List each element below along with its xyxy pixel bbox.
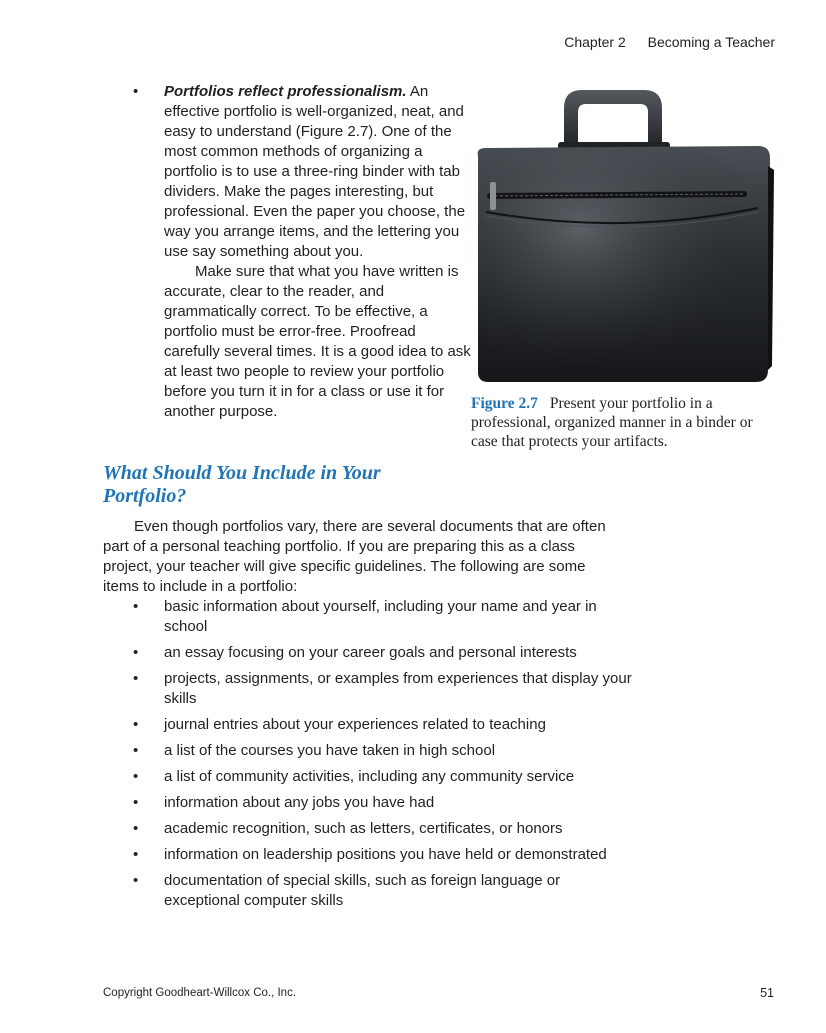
list-item	[133, 767, 633, 787]
bullet-marker: •	[133, 598, 139, 615]
list-item	[133, 597, 633, 637]
list-item	[133, 669, 633, 709]
bullet-marker: •	[133, 670, 139, 687]
list-item	[133, 643, 633, 663]
bullet-marker: •	[133, 794, 139, 811]
portfolio-items-list	[133, 597, 633, 917]
page-number: 51	[760, 986, 774, 1000]
list-item-text: information on leadership positions you have held or demonstrated	[164, 846, 607, 863]
list-item-text: documentation of special skills, such as foreign language or exceptional computer skills	[164, 872, 561, 909]
list-item-text: basic information about yourself, including your name and year in school	[164, 598, 597, 635]
list-item	[133, 819, 633, 839]
portfolio-case-image	[472, 86, 776, 386]
bullet-text-1: An effective portfolio is well-organized, neat, and easy to understand (Figure 2.7). One of the most common methods of organizing a portfolio is to use a three-ring binder with tab dividers. Make the pages interesting, but professional. Even the paper you choose, the way you arrange items, and the lettering you use say something about you.	[164, 83, 466, 260]
bullet-marker: •	[133, 742, 139, 759]
bullet-paragraph-2: Make sure that what you have written is accurate, clear to the reader, and grammatically correct. To be effective, a portfolio must be error-free. Proofread carefully several times. It is a good idea to ask at least two people to review your portfolio before you turn it in for a class or use it for another purpose.	[164, 263, 471, 420]
section-intro: Even though portfolios vary, there are several documents that are often part of a personal teaching portfolio. If you are preparing this as a class project, your teacher will give specific guidelines. The following are some items to include in a portfolio:	[103, 518, 606, 595]
list-item	[133, 871, 633, 911]
list-item	[133, 715, 633, 735]
bullet-lead: Portfolios reflect professionalism.	[164, 83, 407, 100]
list-item-text: journal entries about your experiences related to teaching	[164, 716, 546, 733]
list-item-text: a list of the courses you have taken in high school	[164, 742, 496, 759]
bullet-marker: •	[133, 768, 139, 785]
list-item-text: a list of community activities, including any community service	[164, 768, 575, 785]
bullet-paragraph-1	[164, 82, 473, 262]
list-item-text: projects, assignments, or examples from experiences that display your skills	[164, 670, 632, 707]
figure-caption	[471, 394, 781, 451]
professionalism-bullet	[133, 82, 473, 422]
list-item-text: academic recognition, such as letters, certificates, or honors	[164, 820, 563, 837]
list-item	[133, 793, 633, 813]
figure-caption-text: Present your portfolio in a professional, organized manner in a binder or case that protects your artifacts.	[471, 395, 753, 450]
bullet-marker: •	[133, 872, 139, 889]
bullet-marker: •	[133, 644, 139, 661]
section-heading: What Should You Include in Your Portfolio?	[103, 462, 381, 507]
bullet-marker: •	[133, 820, 139, 837]
chapter-label: Chapter 2	[564, 34, 626, 50]
copyright-notice: Copyright Goodheart-Willcox Co., Inc.	[103, 987, 297, 999]
bullet-marker: •	[133, 83, 139, 100]
running-header	[564, 34, 775, 50]
figure-label: Figure 2.7	[471, 395, 538, 412]
bullet-marker: •	[133, 716, 139, 733]
list-item	[133, 741, 633, 761]
list-item-text: information about any jobs you have had	[164, 794, 435, 811]
list-item	[133, 845, 633, 865]
bullet-marker: •	[133, 846, 139, 863]
list-item-text: an essay focusing on your career goals and personal interests	[164, 644, 577, 661]
briefcase-illustration	[472, 86, 776, 386]
chapter-title: Becoming a Teacher	[647, 34, 775, 50]
